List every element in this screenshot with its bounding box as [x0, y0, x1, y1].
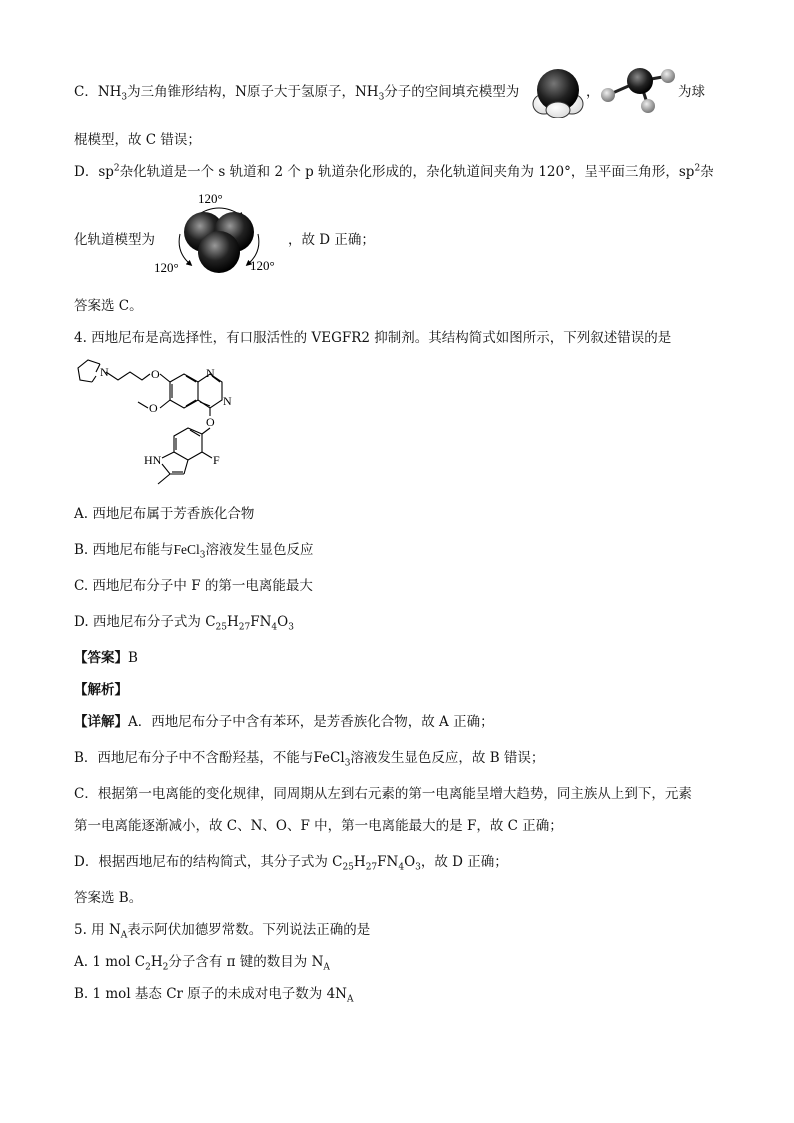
nh3-space-filling-model — [530, 66, 586, 118]
option-d-explanation-line2-label: 化轨道模型为 — [74, 232, 155, 248]
option-a: A. 西地尼布属于芳香族化合物 — [74, 506, 255, 522]
option-d: D. 西地尼布分子式为 $C_{25}H_{27}FN_4O_3$ — [74, 614, 294, 633]
option-c-explanation-line2: 棍模型，故 C 错误； — [74, 132, 201, 148]
atom-o-chain: O — [151, 367, 160, 381]
angle-label-top: 120° — [198, 191, 223, 206]
answer-c: 答案选 C。 — [74, 298, 143, 314]
answer-b: 答案选 B。 — [74, 890, 143, 906]
answer-line: 【答案】B — [74, 650, 138, 666]
option-d-explanation-line1: D．$sp^2$杂化轨道是一个 s 轨道和 2 个 p 轨道杂化形成的，杂化轨道间夹角为 120°，呈平面三角形，$sp^2$杂 — [74, 163, 714, 180]
detail-a: 【详解】A．西地尼布分子中含有苯环，是芳香族化合物，故 A 正确； — [74, 714, 494, 730]
analysis-heading: 【解析】 — [74, 682, 128, 698]
document-page: C．$NH_3$为三角锥形结构，N原子大于氢原子，$NH_3$分子的空间填充模型为 为球 ， 棍模型，故 C 错误； D．$sp^2$杂化轨道是一个 s 轨道和 2 个 p 轨道杂化形成的，杂化轨道间夹角为 120°，呈平面三角形，$sp^2$杂 化轨道模型为 120° 120° 120° ，故 D 正确； 答案选 C。 4. 西地尼布是高选择性，有口服活性的 VEGFR2 抑制剂。其结构简式如图所示，下列叙述错误的是 N O O O N N F HN A. 西地尼布属于芳香族化合物 B. 西地尼布能与FeCl$_3$溶液发生显色反应 C. 西地尼布分子中 F 的第一电离能最大 D. 西地尼布分子式为 $C_{25}H_{27}FN_4O_3$ 【答案】B 【解析】 【详解】A．西地尼布分子中含有苯环，是芳香族化合物，故 A 正确； B．西地尼布分子中不含酚羟基，不能与FeCl$_3$溶液发生显色反应，故 B 错误； C．根据第一电离能的变化规律，同周期从左到右元素的第一电离能呈增大趋势，同主族从上到下，元素 第一电离能逐渐减小，故 C、N、O、F 中，第一电离能最大的是 F，故 C 正确； D．根据西地尼布的结构简式，其分子式为 $C_{25}H_{27}FN_4O_3$，故 D 正确； 答案选 B。 5. 用 $N_A$表示阿伏加德罗常数。下列说法正确的是 A. 1 mol $C_2H_2$分子含有 π 键的数目为 $N_A$ B. 1 mol 基态 Cr 原子的未成对电子数为 $4N_A$ — [0, 0, 794, 1123]
option-c: C. 西地尼布分子中 F 的第一电离能最大 — [74, 578, 313, 594]
atom-o-methoxy: O — [149, 401, 158, 415]
detail-d: D．根据西地尼布的结构简式，其分子式为 $C_{25}H_{27}FN_4O_3$，故 D 正确； — [74, 854, 508, 873]
atom-f: F — [213, 453, 220, 467]
detail-c-line2: 第一电离能逐渐减小，故 C、N、O、F 中，第一电离能最大的是 F，故 C 正确； — [74, 818, 563, 834]
nh3-ball-and-stick-model — [598, 64, 682, 116]
option-b: B. 西地尼布能与FeCl$_3$溶液发生显色反应 — [74, 542, 314, 561]
option-c-explanation-line1: C．$NH_3$为三角锥形结构，N原子大于氢原子，$NH_3$分子的空间填充模型为 — [74, 84, 520, 103]
atom-n-pyrrolidine: N — [100, 365, 109, 379]
option-c-explanation-line1-end: 为球 — [678, 84, 705, 100]
question-4-stem: 4. 西地尼布是高选择性，有口服活性的 VEGFR2 抑制剂。其结构简式如图所示，下列叙述错误的是 — [74, 330, 672, 346]
option-d-explanation-line2-end: ，故 D 正确； — [288, 232, 375, 248]
atom-n-quinazoline-2: N — [223, 394, 232, 408]
atom-hn: HN — [144, 453, 162, 467]
question-5-option-b: B. 1 mol 基态 Cr 原子的未成对电子数为 $4N_A$ — [74, 986, 354, 1005]
atom-o-ether: O — [206, 415, 215, 429]
angle-label-right: 120° — [250, 258, 275, 273]
question-5-stem: 5. 用 $N_A$表示阿伏加德罗常数。下列说法正确的是 — [74, 922, 371, 941]
detail-b: B．西地尼布分子中不含酚羟基，不能与FeCl$_3$溶液发生显色反应，故 B 错误； — [74, 750, 545, 769]
sp2-orbital-model — [150, 186, 290, 280]
detail-c-line1: C．根据第一电离能的变化规律，同周期从左到右元素的第一电离能呈增大趋势，同主族从上到下，元素 — [74, 786, 692, 802]
question-5-option-a: A. 1 mol $C_2H_2$分子含有 π 键的数目为 $N_A$ — [74, 954, 330, 973]
cediranib-structure — [66, 352, 266, 492]
angle-label-left: 120° — [154, 260, 179, 275]
atom-n-quinazoline-1: N — [206, 366, 215, 380]
